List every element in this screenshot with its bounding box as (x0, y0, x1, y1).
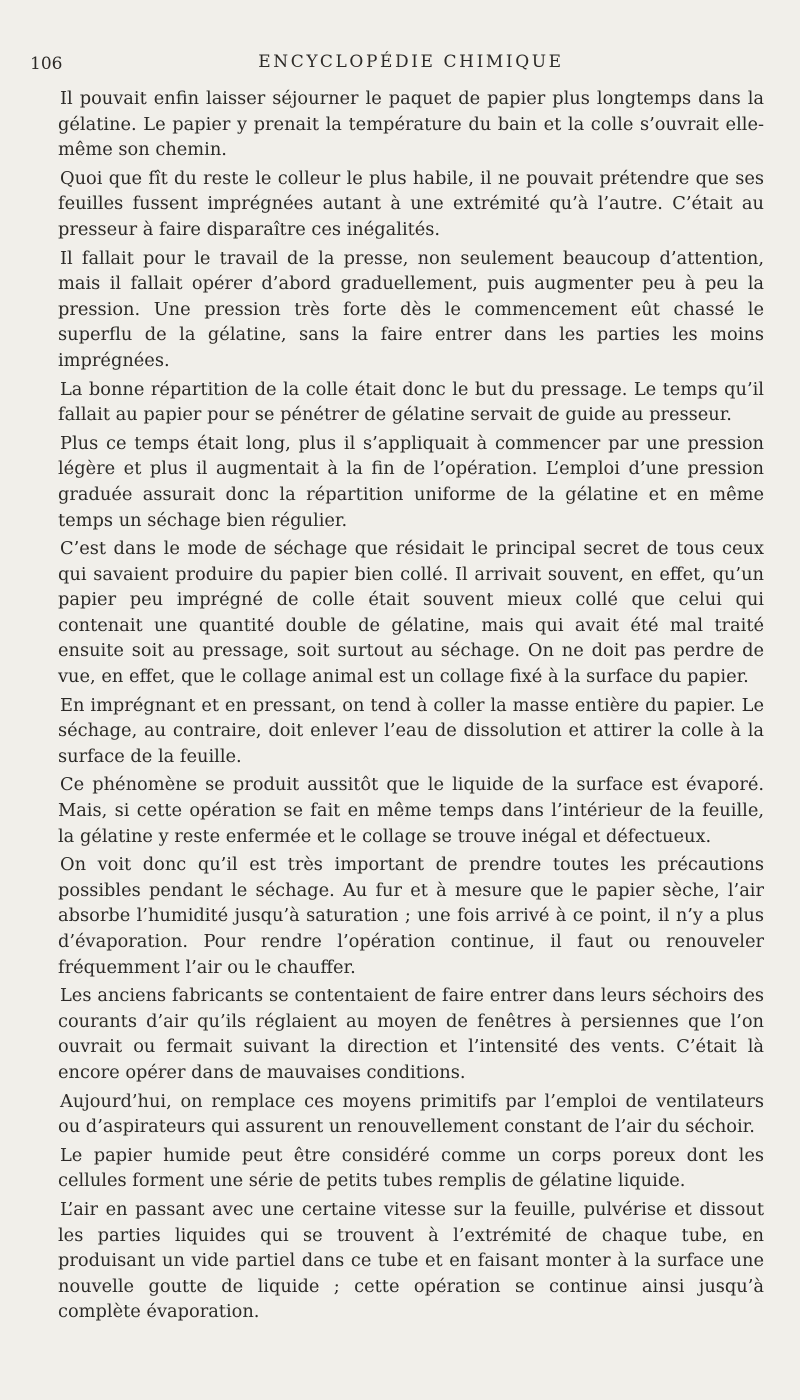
running-title: ENCYCLOPÉDIE CHIMIQUE (258, 52, 564, 72)
running-head (30, 44, 764, 76)
paragraph: Ce phénomène se produit aussitôt que le liquide de la surface est évaporé. Mais, si cette opération se fait en même temps dans l’intérieur de la feuille, la gélatine y reste enfermée et le collage se trouve inégal et défectueux. (58, 774, 764, 847)
paragraph: Quoi que fît du reste le colleur le plus habile, il ne pouvait prétendre que ses feuilles fussent imprégnées autant à une extrémité qu’à l’autre. C’était au presseur à faire disparaître ces inégalités. (58, 167, 764, 240)
paragraph: L’air en passant avec une certaine vitesse sur la feuille, pulvérise et dissout les parties liquides qui se trouvent à l’extrémité de chaque tube, en produisant un vide partiel dans ce tube et en faisant monter à la surface une nouvelle goutte de liquide ; cette opération se continue ainsi jusqu’à complète évaporation. (58, 1198, 764, 1323)
paragraph: C’est dans le mode de séchage que résidait le principal secret de tous ceux qui savaient produire du papier bien collé. Il arrivait souvent, en effet, qu’un papier peu imprégné de colle était souvent mieux collé que celui qui contenait une quantité double de gélatine, mais qui avait été mal traité ensuite soit au pressage, soit surtout au séchage. On ne doit pas perdre de vue, en effet, que le collage animal est un collage fixé à la surface du papier. (58, 538, 764, 688)
paragraph: Aujourd’hui, on remplace ces moyens primitifs par l’emploi de ventilateurs ou d’aspirateurs qui assurent un renouvellement constant de l’air du séchoir. (58, 1090, 764, 1138)
paragraph: Il fallait pour le travail de la presse, non seulement beaucoup d’attention, mais il fallait opérer d’abord graduellement, puis augmenter peu à peu la pression. Une pression très forte dès le commencement eût chassé le superflu de la gélatine, sans la faire entrer dans les parties les moins imprégnées. (58, 247, 764, 371)
body-text (58, 86, 764, 1325)
paragraph: Les anciens fabricants se contentaient de faire entrer dans leurs séchoirs des courants d’air qu’ils réglaient au moyen de fenêtres à persiennes que l’on ouvrait ou fermait suivant la direction et l’intensité des vents. C’était là encore opérer dans de mauvaises conditions. (58, 985, 764, 1083)
paragraph: Plus ce temps était long, plus il s’appliquait à commencer par une pression légère et plus il augmentait à la fin de l’opération. L’emploi d’une pression graduée assurait donc la répartition uniforme de la gélatine et en même temps un séchage bien régulier. (58, 432, 764, 531)
paragraph: La bonne répartition de la colle était donc le but du pressage. Le temps qu’il fallait au papier pour se pénétrer de gélatine servait de guide au presseur. (58, 378, 764, 426)
paragraph: En imprégnant et en pressant, on tend à coller la masse entière du papier. Le séchage, au contraire, doit enlever l’eau de dissolution et attirer la colle à la surface de la feuille. (58, 694, 764, 767)
paragraph: Il pouvait enfin laisser séjourner le paquet de papier plus longtemps dans la gélatine. Le papier y prenait la température du bain et la colle s’ouvrait elle-même son chemin. (58, 88, 764, 161)
paragraph: On voit donc qu’il est très important de prendre toutes les précautions possibles pendant le séchage. Au fur et à mesure que le papier sèche, l’air absorbe l’humidité jusqu’à saturation ; une fois arrivé à ce point, il n’y a plus d’évaporation. Pour rendre l’opération continue, il faut ou renouveler fréquemment l’air ou le chauffer. (58, 854, 764, 978)
page-number: 106 (30, 54, 63, 74)
paragraph: Le papier humide peut être considéré comme un corps poreux dont les cellules forment une série de petits tubes remplis de gélatine liquide. (58, 1144, 764, 1192)
